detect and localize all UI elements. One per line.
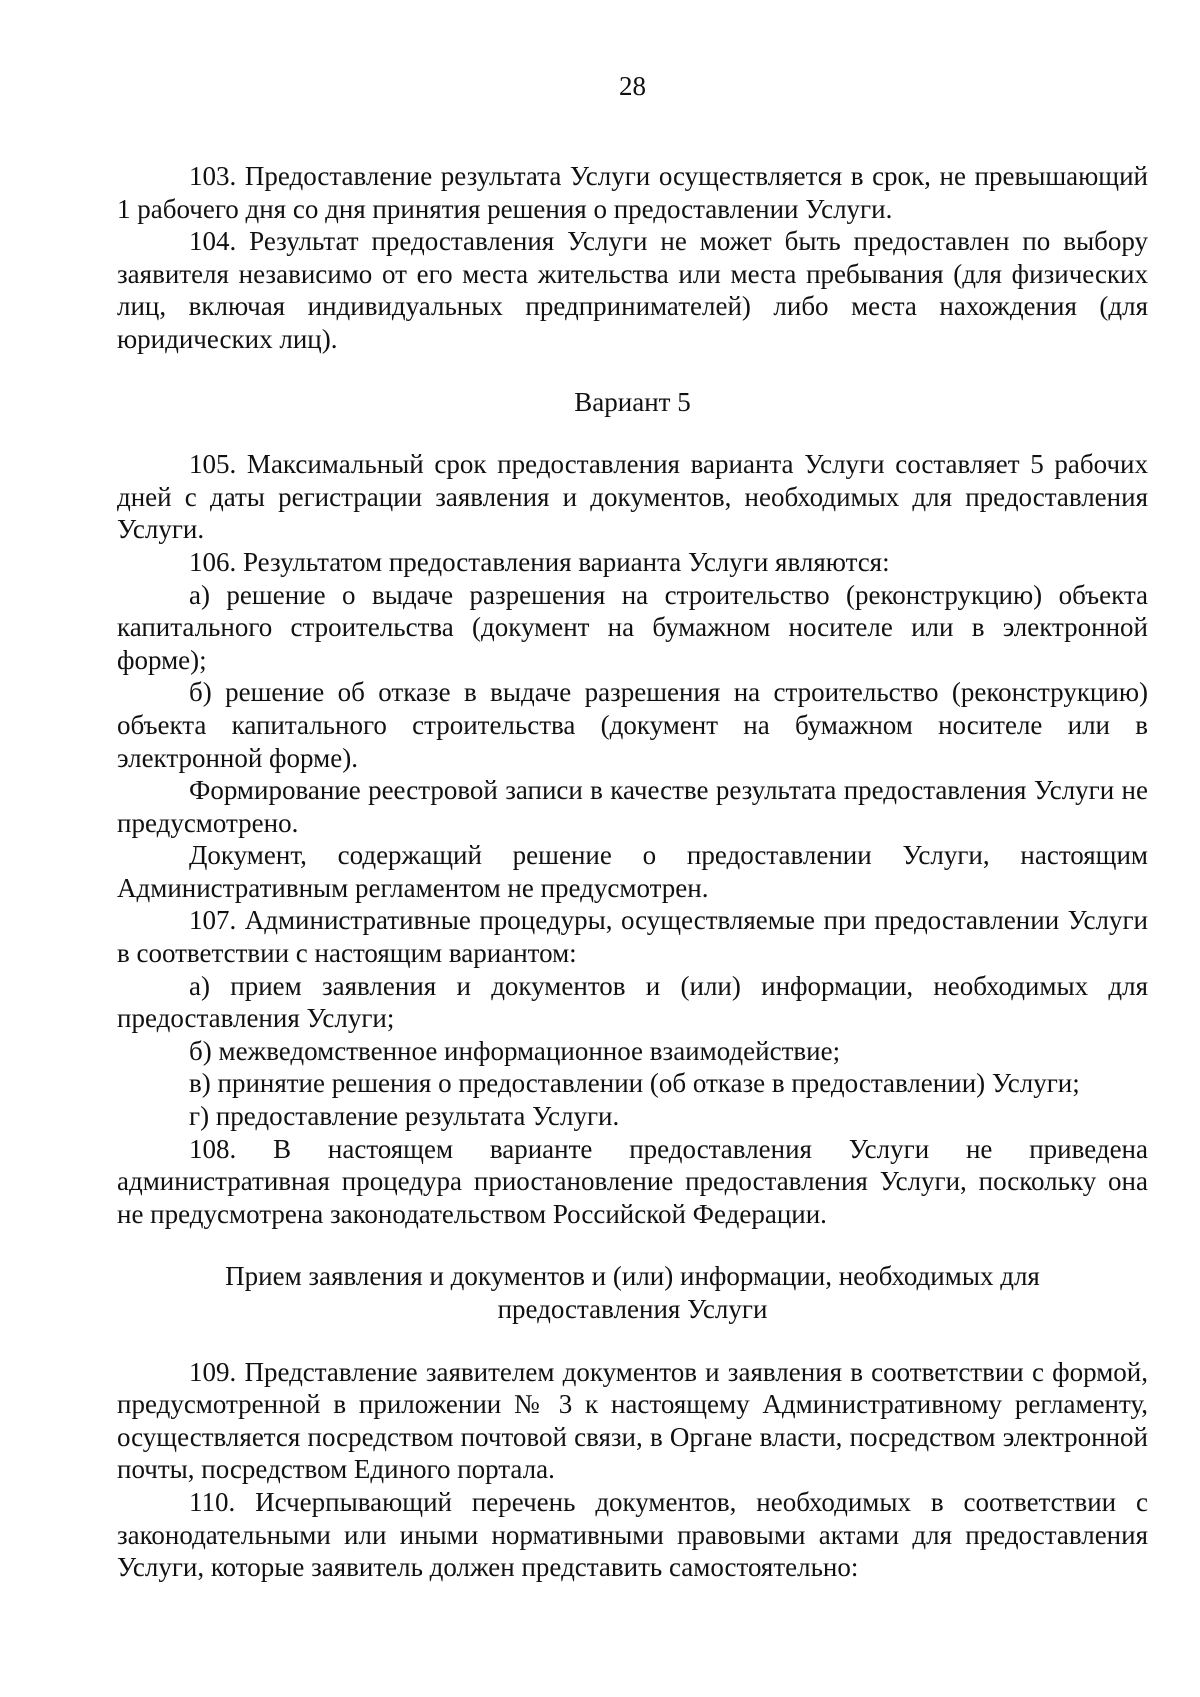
section-heading-application-intake: Прием заявления и документов и (или) информации, необходимых для предоставления Услуги bbox=[225, 1261, 1040, 1324]
paragraph-104: 104. Результат предоставления Услуги не может быть предоставлен по выбору заявителя независимо от его места жительства или места пребывания (для физических лиц, включая индивидуальных предпринимателей) либо места нахождения (для юридических лиц). bbox=[117, 226, 1148, 354]
paragraph-108: 108. В настоящем варианте предоставления Услуги не приведена административная процедура приостановление предоставления Услуги, поскольку она не предусмотрена законодательством Российской Федерации. bbox=[117, 1133, 1148, 1229]
paragraph-107-g: г) предоставление результата Услуги. bbox=[189, 1101, 620, 1132]
paragraph-106: 106. Результатом предоставления варианта Услуги являются: bbox=[189, 546, 890, 577]
paragraph-109: 109. Представление заявителем документов и заявления в соответствии с формой, предусмотренной в приложении № 3 к настоящему Административному регламенту, осуществляется посредством почтовой связи, в Органе власти, посредством электронной почты, посредством Единого портала. bbox=[117, 1356, 1148, 1485]
paragraph-registry-record: Формирование реестровой записи в качестве результата предоставления Услуги не предусмотрено. bbox=[117, 775, 1148, 838]
paragraph-107-v: в) принятие решения о предоставлении (об отказе в предоставлении) Услуги; bbox=[189, 1068, 1080, 1099]
paragraph-105: 105. Максимальный срок предоставления варианта Услуги составляет 5 рабочих дней с даты регистрации заявления и документов, необходимых для предоставления Услуги. bbox=[117, 449, 1148, 545]
section-heading-variant-5: Вариант 5 bbox=[574, 386, 691, 417]
paragraph-107-a: а) прием заявления и документов и (или) информации, необходимых для предоставления Услуги; bbox=[117, 970, 1148, 1034]
paragraph-110: 110. Исчерпывающий перечень документов, необходимых в соответствии с законодательными или иными нормативными правовыми актами для предоставления Услуги, которые заявитель должен представить самостоятельно: bbox=[117, 1486, 1148, 1583]
page-number: 28 bbox=[619, 71, 646, 101]
paragraph-107: 107. Административные процедуры, осуществляемые при предоставлении Услуги в соответствии с настоящим вариантом: bbox=[117, 905, 1148, 969]
paragraph-103: 103. Предоставление результата Услуги осуществляется в срок, не превышающий 1 рабочего дня со дня принятия решения о предоставлении Услуги. bbox=[117, 161, 1148, 224]
paragraph-decision-document: Документ, содержащий решение о предоставлении Услуги, настоящим Административным регламентом не предусмотрен. bbox=[117, 840, 1148, 903]
paragraph-106-b: б) решение об отказе в выдаче разрешения на строительство (реконструкцию) объекта капитального строительства (документ на бумажном носителе или в электронной форме). bbox=[117, 677, 1148, 773]
paragraph-107-b: б) межведомственное информационное взаимодействие; bbox=[189, 1035, 841, 1066]
paragraph-106-a: а) решение о выдаче разрешения на строительство (реконструкцию) объекта капитального строительства (документ на бумажном носителе или в электронной форме); bbox=[117, 579, 1148, 675]
